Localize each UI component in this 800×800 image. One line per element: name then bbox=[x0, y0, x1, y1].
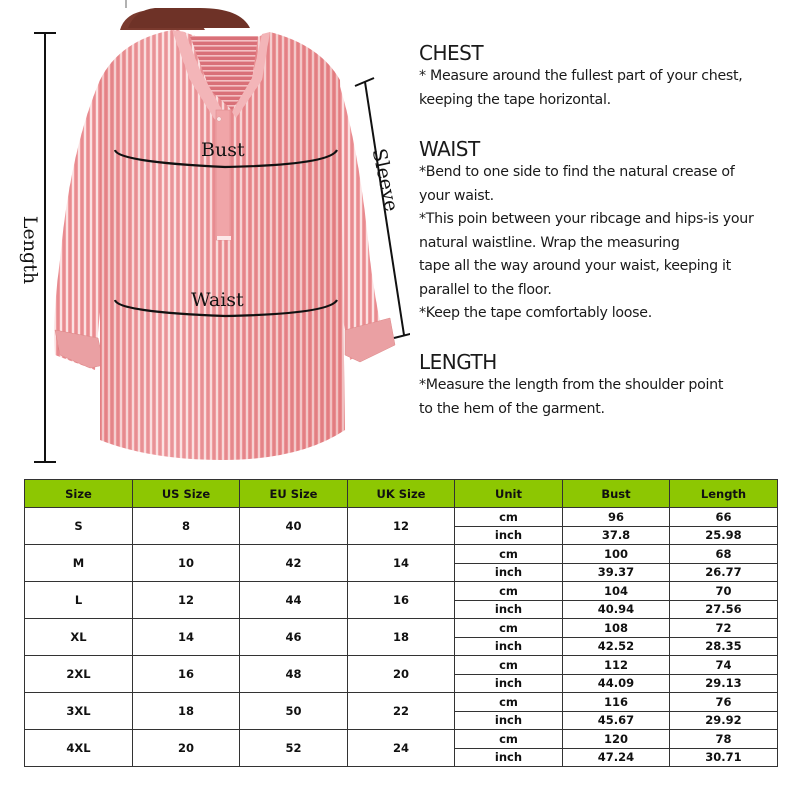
cell-us: 16 bbox=[133, 656, 240, 693]
cell-length: 74 bbox=[670, 656, 778, 675]
cell-bust: 44.09 bbox=[563, 674, 670, 693]
cell-unit: cm bbox=[455, 582, 563, 601]
cell-eu: 46 bbox=[240, 619, 348, 656]
cell-length: 70 bbox=[670, 582, 778, 601]
cell-unit: inch bbox=[455, 637, 563, 656]
cell-us: 10 bbox=[133, 545, 240, 582]
length-label: Length bbox=[19, 215, 41, 285]
waist-label: Waist bbox=[191, 289, 244, 311]
cell-uk: 16 bbox=[348, 582, 455, 619]
cell-bust: 39.37 bbox=[563, 563, 670, 582]
cell-unit: inch bbox=[455, 711, 563, 730]
chest-section bbox=[419, 41, 742, 112]
cell-length: 72 bbox=[670, 619, 778, 638]
size-chart-table bbox=[24, 479, 778, 767]
cell-bust: 96 bbox=[563, 508, 670, 527]
table-row bbox=[25, 545, 778, 564]
bust-label: Bust bbox=[201, 139, 245, 161]
cell-eu: 52 bbox=[240, 730, 348, 767]
cell-uk: 12 bbox=[348, 508, 455, 545]
cell-unit: inch bbox=[455, 748, 563, 767]
cell-length: 29.13 bbox=[670, 674, 778, 693]
cell-us: 14 bbox=[133, 619, 240, 656]
waist-text-line: *This poin between your ribcage and hips-is your bbox=[419, 211, 754, 227]
cell-us: 18 bbox=[133, 693, 240, 730]
cell-length: 76 bbox=[670, 693, 778, 712]
cell-bust: 116 bbox=[563, 693, 670, 712]
cell-length: 30.71 bbox=[670, 748, 778, 767]
header-bust: Bust bbox=[563, 480, 670, 508]
length-text-line: *Measure the length from the shoulder point bbox=[419, 377, 724, 393]
cell-unit: cm bbox=[455, 656, 563, 675]
cell-unit: inch bbox=[455, 563, 563, 582]
cell-size: 2XL bbox=[25, 656, 133, 693]
cell-unit: cm bbox=[455, 730, 563, 749]
header-us-size: US Size bbox=[133, 480, 240, 508]
table-header-row bbox=[25, 480, 778, 508]
header-unit: Unit bbox=[455, 480, 563, 508]
waist-section bbox=[419, 137, 754, 326]
cell-length: 26.77 bbox=[670, 563, 778, 582]
cell-bust: 40.94 bbox=[563, 600, 670, 619]
cell-bust: 112 bbox=[563, 656, 670, 675]
table-row bbox=[25, 656, 778, 675]
cell-uk: 18 bbox=[348, 619, 455, 656]
cell-bust: 42.52 bbox=[563, 637, 670, 656]
header-size: Size bbox=[25, 480, 133, 508]
cell-size: 4XL bbox=[25, 730, 133, 767]
cell-us: 8 bbox=[133, 508, 240, 545]
cell-bust: 45.67 bbox=[563, 711, 670, 730]
cell-bust: 37.8 bbox=[563, 526, 670, 545]
cell-bust: 100 bbox=[563, 545, 670, 564]
cell-uk: 14 bbox=[348, 545, 455, 582]
cell-unit: inch bbox=[455, 600, 563, 619]
chest-text-line: * Measure around the fullest part of your chest, bbox=[419, 68, 743, 84]
cell-unit: cm bbox=[455, 508, 563, 527]
cell-size: L bbox=[25, 582, 133, 619]
header-uk-size: UK Size bbox=[348, 480, 455, 508]
length-section bbox=[419, 350, 723, 421]
cell-uk: 24 bbox=[348, 730, 455, 767]
waist-text-line: your waist. bbox=[419, 187, 494, 204]
waist-text-line: *Keep the tape comfortably loose. bbox=[419, 305, 652, 321]
cell-eu: 48 bbox=[240, 656, 348, 693]
chest-text-line: keeping the tape horizontal. bbox=[419, 91, 611, 108]
cell-us: 12 bbox=[133, 582, 240, 619]
cell-bust: 104 bbox=[563, 582, 670, 601]
sleeve-label: Sleeve bbox=[367, 146, 403, 214]
cell-unit: inch bbox=[455, 674, 563, 693]
header-length: Length bbox=[670, 480, 778, 508]
cell-size: M bbox=[25, 545, 133, 582]
cell-us: 20 bbox=[133, 730, 240, 767]
cell-length: 27.56 bbox=[670, 600, 778, 619]
cell-uk: 20 bbox=[348, 656, 455, 693]
waist-text-line: natural waistline. Wrap the measuring bbox=[419, 234, 680, 251]
cell-size: S bbox=[25, 508, 133, 545]
waist-text-line: parallel to the floor. bbox=[419, 281, 552, 298]
waist-text-line: *Bend to one side to find the natural crease of bbox=[419, 164, 735, 180]
cell-length: 28.35 bbox=[670, 637, 778, 656]
shirt-measurement-illustration bbox=[0, 0, 410, 470]
cell-size: 3XL bbox=[25, 693, 133, 730]
length-title: LENGTH bbox=[419, 350, 497, 374]
cell-eu: 44 bbox=[240, 582, 348, 619]
chest-title: CHEST bbox=[419, 41, 484, 65]
cell-uk: 22 bbox=[348, 693, 455, 730]
cell-bust: 108 bbox=[563, 619, 670, 638]
cell-unit: cm bbox=[455, 693, 563, 712]
cell-eu: 50 bbox=[240, 693, 348, 730]
cell-length: 25.98 bbox=[670, 526, 778, 545]
cell-length: 66 bbox=[670, 508, 778, 527]
cell-length: 68 bbox=[670, 545, 778, 564]
table-row bbox=[25, 693, 778, 712]
table-row bbox=[25, 508, 778, 527]
waist-title: WAIST bbox=[419, 137, 480, 161]
cell-unit: cm bbox=[455, 545, 563, 564]
cell-bust: 120 bbox=[563, 730, 670, 749]
header-eu-size: EU Size bbox=[240, 480, 348, 508]
cell-unit: cm bbox=[455, 619, 563, 638]
cell-length: 78 bbox=[670, 730, 778, 749]
waist-text-line: tape all the way around your waist, keeping it bbox=[419, 258, 731, 274]
table-row bbox=[25, 582, 778, 601]
cell-eu: 42 bbox=[240, 545, 348, 582]
cell-eu: 40 bbox=[240, 508, 348, 545]
cell-bust: 47.24 bbox=[563, 748, 670, 767]
cell-size: XL bbox=[25, 619, 133, 656]
table-row bbox=[25, 730, 778, 749]
length-text-line: to the hem of the garment. bbox=[419, 400, 605, 417]
table-row bbox=[25, 619, 778, 638]
cell-length: 29.92 bbox=[670, 711, 778, 730]
shirt-image bbox=[0, 0, 410, 470]
cell-unit: inch bbox=[455, 526, 563, 545]
